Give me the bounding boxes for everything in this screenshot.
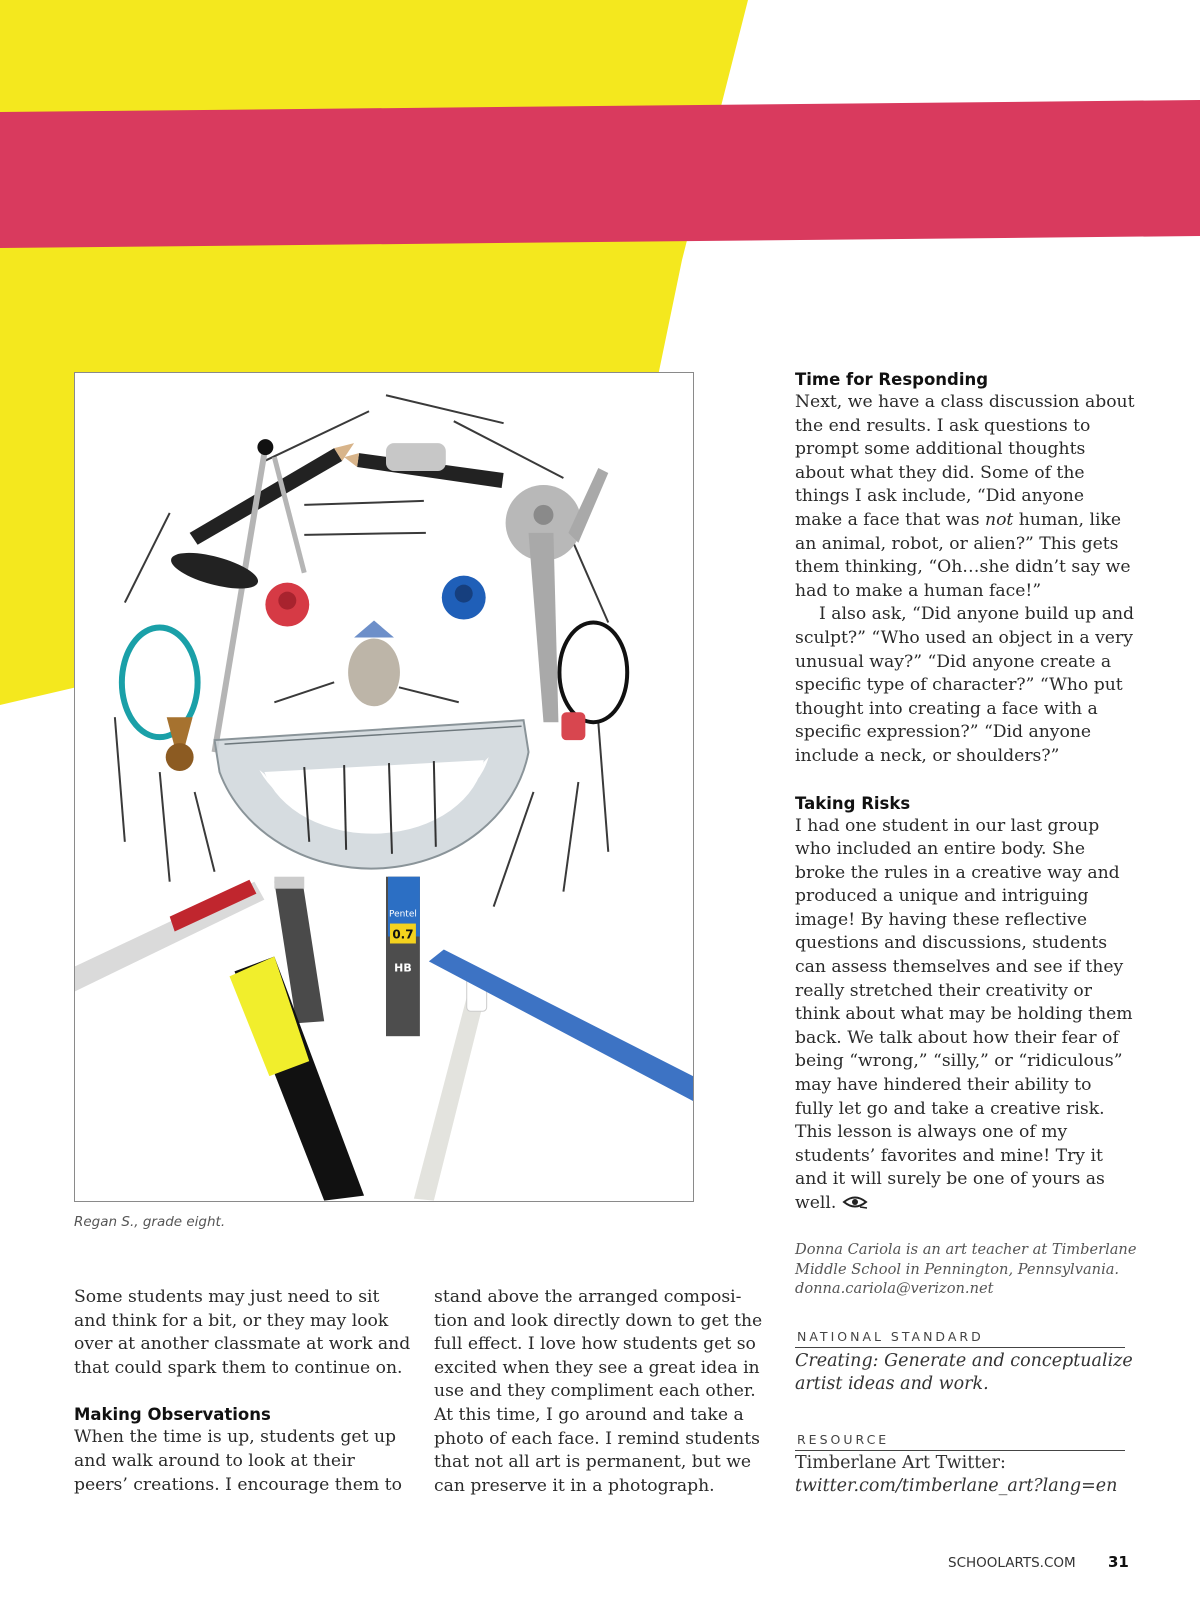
page-number: 31 bbox=[1108, 1553, 1129, 1571]
paragraph: I also ask, “Did anyone build up and sculpt?” “Who used an object in a very unusual way?” “Did anyone create a specific type of character?” “Who put thought into creating a face with a specific expression?” “Did anyone include a neck, or shoulders?” bbox=[795, 604, 1135, 766]
eraser-nose bbox=[348, 621, 400, 707]
text-run: human, like an animal, robot, or alien?” This gets them thinking, “Oh…she didn’t say we had to make a human face!” bbox=[795, 509, 1131, 601]
national-standard-text: Creating: Generate and conceptualize artist ideas and work. bbox=[795, 1351, 1133, 1394]
resource-link[interactable]: twitter.com/timberlane_art?lang=en bbox=[795, 1476, 1118, 1496]
pencil-right bbox=[344, 443, 503, 488]
text-run: I had one student in our last group who included an entire body. She broke the rules in a creative way and produced a unique and intriguing image! By having these reflective questions and discussions, students can assess themselves and see if they really stretched their creativity or think about what may be holding them back. We talk about how their fear of being “wrong,” “silly,” or “ridiculous” may have hindered their ability to fully let go and take a creative risk. This lesson is always one of my students’ favorites and mine! Try it and it will surely be one of yours as well. bbox=[795, 815, 1133, 1213]
text-run: Next, we have a class discussion about the end results. I ask questions to prompt some additional thoughts about what they did. Some of the things I ask include, “Did anyone make a face that was bbox=[795, 392, 1135, 530]
pink-band bbox=[0, 100, 1200, 248]
white-gel-pen bbox=[414, 976, 487, 1200]
paragraph: Some students may just need to sit and think for a bit, or they may look over at another classmate at work and that could spark them to continue on. bbox=[74, 1287, 411, 1378]
compass-right bbox=[506, 468, 609, 722]
body-column-1 bbox=[74, 1286, 414, 1497]
resource-name: Timberlane Art Twitter: bbox=[795, 1453, 1006, 1473]
ear-eraser bbox=[561, 712, 585, 740]
object-face-illustration bbox=[75, 373, 693, 1201]
body-column-3 bbox=[795, 368, 1135, 1216]
paragraph bbox=[795, 391, 1135, 603]
lead-container-pentel bbox=[386, 877, 420, 1036]
resource-text bbox=[795, 1452, 1140, 1498]
divider bbox=[795, 1347, 1125, 1348]
paragraph: stand above the arranged composition and look directly down to get the full effect. I love how students get so excited when they see a great idea in use and they compliment each other. At this time, I go around and take a photo of each face. I remind students that not all art is permanent, but we can preserve it in a photograph. bbox=[434, 1287, 763, 1496]
end-mark-eye-icon bbox=[842, 1195, 868, 1209]
resource-label: RESOURCE bbox=[797, 1432, 890, 1447]
svg-text:HB: HB bbox=[394, 961, 412, 975]
heading-taking-risks: Taking Risks bbox=[795, 793, 911, 813]
heading-making-observations: Making Observations bbox=[74, 1405, 271, 1425]
author-bio: Donna Cariola is an art teacher at Timberlane Middle School in Pennington, Pennsylvania. donna.cariola@verizon.net bbox=[795, 1241, 1137, 1297]
divider bbox=[795, 1450, 1125, 1451]
photo-caption: Regan S., grade eight. bbox=[74, 1214, 226, 1230]
svg-text:Pentel: Pentel bbox=[389, 909, 417, 920]
protractor-mouth bbox=[215, 720, 529, 868]
heading-time-for-responding: Time for Responding bbox=[795, 370, 989, 389]
national-standard-label: NATIONAL STANDARD bbox=[797, 1329, 984, 1344]
wooden-knob bbox=[166, 717, 194, 771]
paragraph bbox=[795, 815, 1135, 1216]
ear-right-hairtie bbox=[559, 623, 627, 723]
footer-site: SCHOOLARTS.COM bbox=[948, 1555, 1076, 1571]
artwork-photo bbox=[74, 372, 694, 1202]
paragraph: When the time is up, students get up and walk around to look at their peers’ creations. I encourage them to bbox=[74, 1427, 402, 1495]
body-column-2 bbox=[434, 1286, 764, 1498]
svg-text:0.7: 0.7 bbox=[392, 927, 414, 942]
emphasis: not bbox=[985, 509, 1014, 530]
